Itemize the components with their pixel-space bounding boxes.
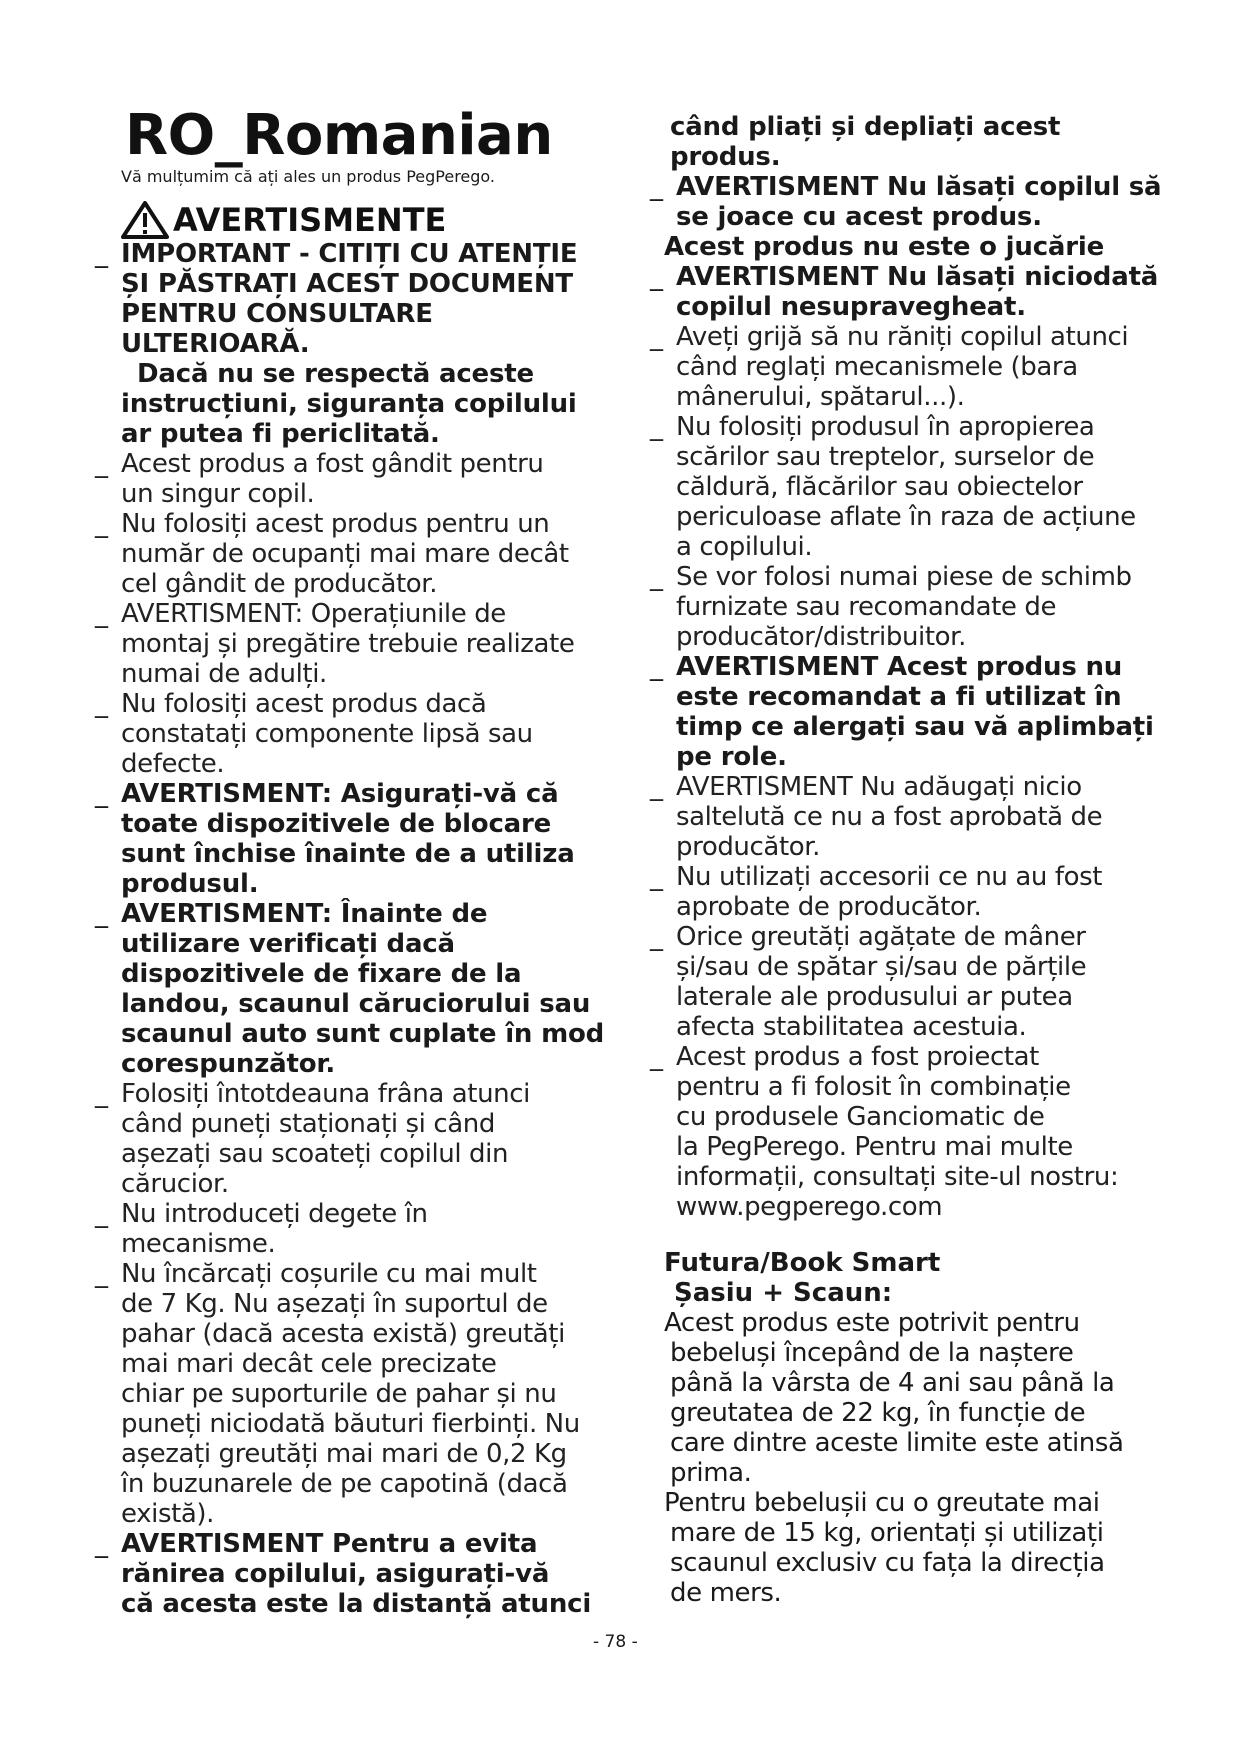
text-line: puneți niciodată băuturi fierbinți. Nu xyxy=(121,1409,580,1439)
text-line: așezați greutăți mai mari de 0,2 Kg xyxy=(121,1439,567,1469)
page-title: RO_Romanian xyxy=(125,103,553,168)
text-line: scaunul exclusiv cu fața la direcția xyxy=(670,1548,1105,1578)
warning-item xyxy=(650,172,1165,232)
left-warning-list xyxy=(95,449,625,1619)
section-title: Futura/Book Smart xyxy=(664,1248,941,1278)
text-line: Nu utilizați accesorii ce nu au fost xyxy=(676,862,1103,892)
text-line: AVERTISMENT: Înainte de xyxy=(121,899,488,929)
text-line: Acest produs a fost proiectat xyxy=(676,1042,1039,1072)
text-line: aprobate de producător. xyxy=(676,892,982,922)
warning-item xyxy=(95,449,625,509)
dash-marker: _ xyxy=(650,1042,663,1072)
text-line: Nu încărcați coșurile cu mai mult xyxy=(121,1259,537,1289)
text-line: cărucior. xyxy=(121,1169,229,1199)
right-column xyxy=(650,112,1165,1608)
text-line: periculoase aflate în raza de acțiune xyxy=(676,502,1136,532)
text-line: AVERTISMENT Nu lăsați copilul să xyxy=(676,172,1162,202)
text-line: producător/distribuitor. xyxy=(676,622,966,652)
text-line: AVERTISMENT: Asigurați-vă că xyxy=(121,779,559,809)
warning-item xyxy=(650,922,1165,1042)
text-line: este recomandat a fi utilizat în xyxy=(676,682,1122,712)
warning-item xyxy=(650,652,1165,772)
text-line: copilul nesupravegheat. xyxy=(676,292,1026,322)
text-line: constatați componente lipsă sau xyxy=(121,719,533,749)
text-line: defecte. xyxy=(121,749,225,779)
warning-item xyxy=(95,1079,625,1199)
text-line: că acesta este la distanță atunci xyxy=(121,1589,592,1619)
text-line: numai de adulți. xyxy=(121,659,327,689)
text-line: instrucțiuni, siguranța copilului xyxy=(121,389,577,419)
warning-item xyxy=(650,1042,1165,1222)
text-line: la PegPerego. Pentru mai multe xyxy=(676,1132,1073,1162)
text-line: landou, scaunul căruciorului sau xyxy=(121,989,591,1019)
warning-item xyxy=(650,262,1165,322)
dash-marker: _ xyxy=(95,509,108,539)
text-line: greutatea de 22 kg, în funcție de xyxy=(670,1398,1086,1428)
text-line: Se vor folosi numai piese de schimb xyxy=(676,562,1132,592)
dash-marker: _ xyxy=(650,562,663,592)
text-line: Nu folosiți produsul în apropierea xyxy=(676,412,1095,442)
thanks-line: Vă mulțumim că ați ales un produs PegPerego. xyxy=(121,167,496,186)
text-line: Folosiți întotdeauna frâna atunci xyxy=(121,1079,530,1109)
text-line: când pliați și depliați acest xyxy=(670,112,1061,142)
dash-marker: _ xyxy=(650,172,663,202)
text-line: Nu introduceți degete în xyxy=(121,1199,428,1229)
warning-item xyxy=(95,689,625,779)
dash-marker: _ xyxy=(95,689,108,719)
text-line: AVERTISMENT Nu lăsați niciodată xyxy=(676,262,1159,292)
text-line: montaj și pregătire trebuie realizate xyxy=(121,629,575,659)
text-line: a copilului. xyxy=(676,532,813,562)
text-line: chiar pe suporturile de pahar și nu xyxy=(121,1379,557,1409)
text-line: www.pegperego.com xyxy=(676,1192,943,1222)
text-line: ar putea fi periclitată. xyxy=(121,419,440,449)
warning-item xyxy=(650,772,1165,862)
warning-item xyxy=(95,1199,625,1259)
dash-marker: _ xyxy=(650,772,663,802)
text-line: în buzunarele de pe capotină (dacă xyxy=(121,1469,568,1499)
text-line: scărilor sau treptelor, surselor de xyxy=(676,442,1095,472)
warnings-heading xyxy=(121,201,625,239)
continued-warning xyxy=(650,112,1165,172)
text-line: există). xyxy=(121,1499,215,1529)
text-line: Acest produs este potrivit pentru xyxy=(664,1308,1080,1338)
text-line: produsul. xyxy=(121,869,259,899)
dash-marker: _ xyxy=(95,1529,108,1559)
text-line: căldură, flăcărilor sau obiectelor xyxy=(676,472,1083,502)
warning-item xyxy=(95,599,625,689)
text-line: AVERTISMENT Pentru a evita xyxy=(121,1529,538,1559)
text-line: se joace cu acest produs. xyxy=(676,202,1042,232)
right-warning-list-b xyxy=(650,262,1165,1222)
text-line: mai mari decât cele precizate xyxy=(121,1349,497,1379)
text-line: cel gândit de producător. xyxy=(121,569,438,599)
warning-item xyxy=(95,1259,625,1529)
text-line: furnizate sau recomandate de xyxy=(676,592,1057,622)
text-line: ULTERIOARĂ. xyxy=(121,329,310,359)
warning-item xyxy=(95,899,625,1079)
text-line: pe role. xyxy=(676,742,787,772)
text-line: de 7 Kg. Nu așezați în suportul de xyxy=(121,1289,548,1319)
left-column xyxy=(95,105,625,1619)
text-line: afecta stabilitatea acestuia. xyxy=(676,1012,1027,1042)
dash-marker: _ xyxy=(95,1079,108,1109)
dash-marker: _ xyxy=(650,922,663,952)
right-warning-list-a xyxy=(650,172,1165,232)
text-line: producător. xyxy=(676,832,821,862)
dash-marker: _ xyxy=(95,239,108,269)
warning-item xyxy=(650,322,1165,412)
text-line: când puneți staționați și când xyxy=(121,1109,495,1139)
dash-marker: _ xyxy=(650,412,663,442)
text-line: corespunzător. xyxy=(121,1049,335,1079)
toy-warning: Acest produs nu este o jucărie xyxy=(664,232,1105,262)
dash-marker: _ xyxy=(95,599,108,629)
warnings-title: AVERTISMENTE xyxy=(173,201,447,239)
warning-item xyxy=(95,509,625,599)
text-line: scaunul auto sunt cuplate în mod xyxy=(121,1019,605,1049)
text-line: dispozitivele de fixare de la xyxy=(121,959,522,989)
text-line: prima. xyxy=(670,1458,752,1488)
text-line: utilizare verificați dacă xyxy=(121,929,455,959)
warning-item xyxy=(650,412,1165,562)
text-line: Pentru bebelușii cu o greutate mai xyxy=(664,1488,1100,1518)
text-line: pahar (dacă acesta există) greutăți xyxy=(121,1319,565,1349)
warning-item xyxy=(95,779,625,899)
text-line: AVERTISMENT: Operațiunile de xyxy=(121,599,506,629)
dash-marker: _ xyxy=(95,1199,108,1229)
text-line: mare de 15 kg, orientați și utilizați xyxy=(670,1518,1104,1548)
text-line: mânerului, spătarul...). xyxy=(676,382,965,412)
warning-item xyxy=(650,562,1165,652)
dash-marker: _ xyxy=(95,779,108,809)
warning-item xyxy=(95,1529,625,1619)
suitability-paragraph xyxy=(650,1308,1165,1488)
warning-triangle-icon xyxy=(121,201,173,239)
text-line: și/sau de spătar și/sau de părțile xyxy=(676,952,1087,982)
text-line: când reglați mecanismele (bara xyxy=(676,352,1078,382)
text-line: rănirea copilului, asigurați-vă xyxy=(121,1559,550,1589)
text-line: AVERTISMENT Acest produs nu xyxy=(676,652,1123,682)
text-line: de mers. xyxy=(670,1578,782,1608)
important-notice xyxy=(95,239,625,359)
dash-marker: _ xyxy=(650,652,663,682)
text-line: produs. xyxy=(670,142,781,172)
text-line: mecanisme. xyxy=(121,1229,276,1259)
text-line: Orice greutăți agățate de mâner xyxy=(676,922,1086,952)
text-line: PENTRU CONSULTARE xyxy=(121,299,433,329)
section-gap xyxy=(650,1222,1165,1248)
orientation-paragraph xyxy=(650,1488,1165,1608)
text-line: Nu folosiți acest produs pentru un xyxy=(121,509,550,539)
text-line: toate dispozitivele de blocare xyxy=(121,809,552,839)
warning-item xyxy=(650,862,1165,922)
text-line: un singur copil. xyxy=(121,479,315,509)
dash-marker: _ xyxy=(95,899,108,929)
text-line: Aveți grijă să nu răniți copilul atunci xyxy=(676,322,1129,352)
page-number: - 78 - xyxy=(593,1632,638,1652)
section-subtitle: Șasiu + Scaun: xyxy=(674,1278,893,1308)
dash-marker: _ xyxy=(650,322,663,352)
text-line: număr de ocupanți mai mare decât xyxy=(121,539,569,569)
dash-marker: _ xyxy=(95,449,108,479)
text-line: sunt închise înainte de a utiliza xyxy=(121,839,575,869)
text-line: laterale ale produsului ar putea xyxy=(676,982,1073,1012)
safety-notice xyxy=(95,359,625,449)
dash-marker: _ xyxy=(95,1259,108,1289)
text-line: cu produsele Ganciomatic de xyxy=(676,1102,1045,1132)
text-line: saltelută ce nu a fost aprobată de xyxy=(676,802,1103,832)
text-line: timp ce alergați sau vă aplimbați xyxy=(676,712,1154,742)
text-line: pentru a fi folosit în combinație xyxy=(676,1072,1071,1102)
text-line: informații, consultați site-ul nostru: xyxy=(676,1162,1119,1192)
text-line: care dintre aceste limite este atinsă xyxy=(670,1428,1124,1458)
text-line: Acest produs a fost gândit pentru xyxy=(121,449,544,479)
text-line: Dacă nu se respectă aceste xyxy=(137,359,534,389)
text-line: IMPORTANT - CITIȚI CU ATENȚIE xyxy=(121,239,578,269)
dash-marker: _ xyxy=(650,262,663,292)
text-line: AVERTISMENT Nu adăugați nicio xyxy=(676,772,1082,802)
text-line: până la vârsta de 4 ani sau până la xyxy=(670,1368,1115,1398)
text-line: ȘI PĂSTRAȚI ACEST DOCUMENT xyxy=(121,269,573,299)
text-line: așezați sau scoateți copilul din xyxy=(121,1139,509,1169)
text-line: Nu folosiți acest produs dacă xyxy=(121,689,487,719)
text-line: bebeluși începând de la naștere xyxy=(670,1338,1074,1368)
dash-marker: _ xyxy=(650,862,663,892)
